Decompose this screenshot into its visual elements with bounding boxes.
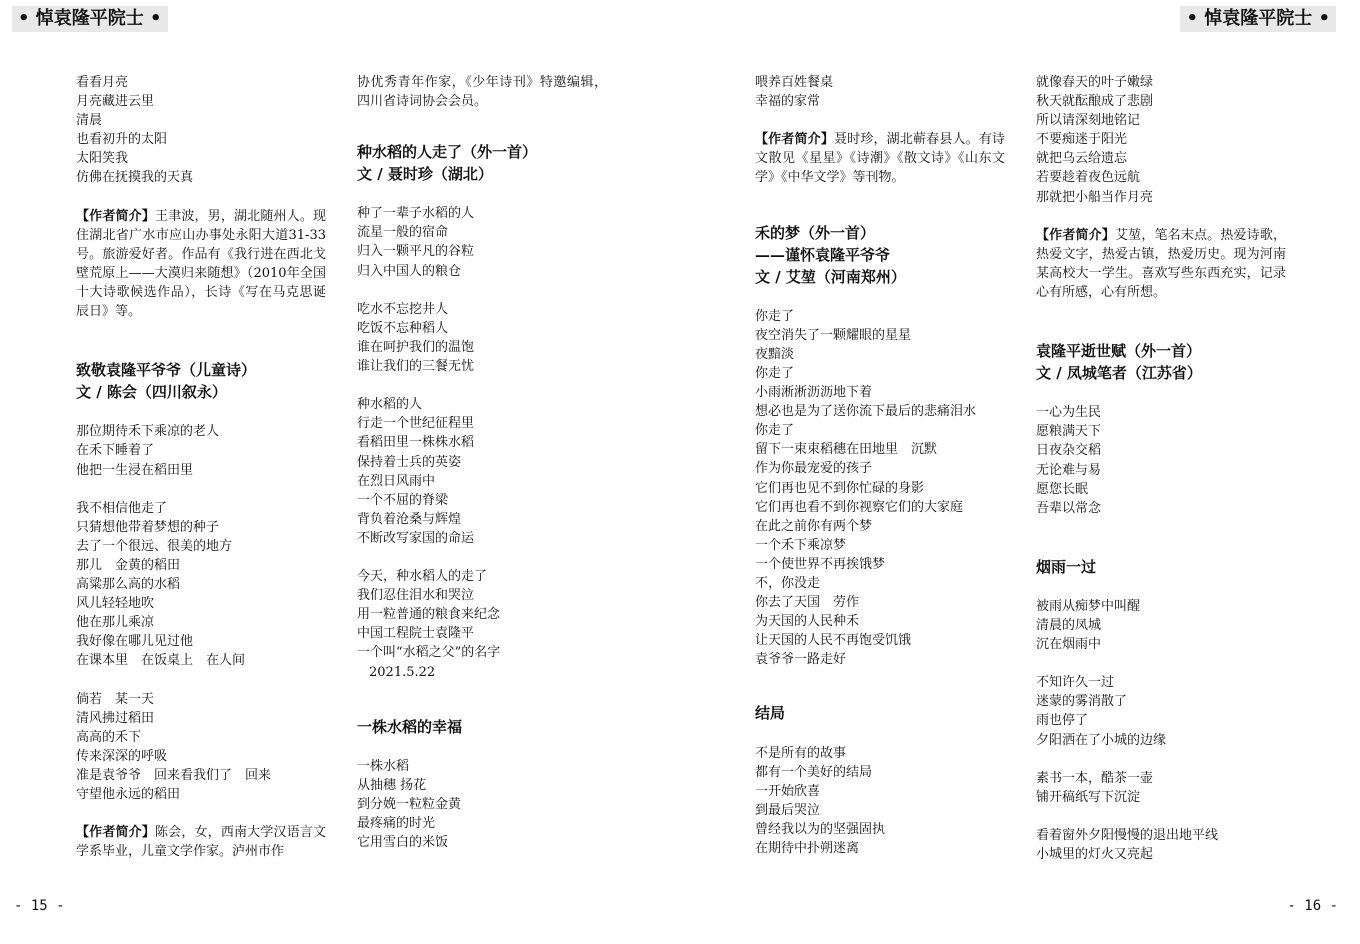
poem-stanza [755, 744, 1005, 859]
poem-line: 清晨的凤城 [1036, 617, 1102, 633]
poem-line: 高粱那么高的水稻 [76, 577, 181, 593]
poem-stanza [1036, 73, 1286, 207]
poem-line: 喂养百姓餐桌 [755, 75, 834, 90]
poem-line: 为天国的人民种禾 [755, 614, 860, 630]
poem-line: 种水稻的人 [357, 397, 423, 413]
poem-stanza [1036, 597, 1286, 654]
poem-title: 烟雨一过 [1036, 557, 1097, 576]
poem-line: 你走了 [755, 423, 795, 439]
poem-line: 不知许久一过 [1036, 675, 1115, 691]
poem-line: 月亮藏进云里 [76, 94, 155, 110]
poem-line: 它们再也见不到你忙碌的身影 [755, 480, 925, 496]
poem-line: 清风拂过稻田 [76, 710, 155, 726]
poem-line: 看看月亮 [76, 75, 129, 90]
poem-line: 那儿 金黄的稻田 [76, 557, 181, 573]
poem-title: 袁隆平逝世赋（外一首） [1036, 342, 1202, 361]
poem-line: 你去了天国 劳作 [755, 595, 860, 611]
poem-line: 仿佛在抚摸我的天真 [76, 170, 194, 186]
poem-line: 让天国的人民不再饱受饥饿 [755, 633, 912, 649]
poem-line: 最疼痛的时光 [357, 816, 436, 831]
poem-line: 我不相信他走了 [76, 500, 168, 516]
poem-line: 那位期待禾下乘凉的老人 [76, 424, 220, 440]
poem-line: 夜黯淡 [755, 346, 795, 362]
poem-line: 留下一束束稻穗在田地里 沉默 [755, 442, 938, 458]
column-3 [755, 73, 1005, 858]
bio-label: 【作者简介】 [755, 132, 834, 148]
poem-line: 在课本里 在饭桌上 在人间 [76, 653, 246, 669]
poem-line: 种了一辈子水稻的人 [357, 206, 475, 222]
poem-line: 迷蒙的雾消散了 [1036, 694, 1128, 710]
poem-subtitle: ——谨怀袁隆平爷爷 [755, 245, 891, 264]
bio-label: 【作者简介】 [76, 825, 155, 841]
poem-stanza [76, 73, 326, 188]
poem-line: 谁让我们的三餐无忧 [357, 359, 475, 375]
poem-line: 不，你没走 [755, 575, 821, 591]
poem-stanza [357, 395, 607, 548]
poem-stanza [1036, 826, 1286, 864]
poem-stanza [1036, 769, 1286, 807]
bio-label: 【作者简介】 [1036, 227, 1115, 243]
poem-line: 都有一个美好的结局 [755, 764, 873, 780]
poem-line: 一个使世界不再挨饿梦 [755, 556, 886, 572]
poem-line: 倘若 某一天 [76, 691, 155, 707]
poem-line: 也看初升的太阳 [76, 132, 168, 148]
poem-line: 清晨 [76, 113, 103, 129]
poem-line: 一开始欣喜 [755, 783, 821, 799]
bio-text: 王聿波，男，湖北随州人。现住湖北省广水市应山办事处永阳大道31-33号。旅游爱好者。作品有《我行进在西北戈壁荒原上——大漠归来随想》（2010年全国十大诗歌候选作品），长诗《写在马克思诞辰日》等。 [76, 208, 326, 320]
poem-line: 秋天就酝酿成了悲剧 [1036, 94, 1154, 110]
poem-line: 无论难与易 [1036, 462, 1102, 478]
poem-line: 夕阳洒在了小城的边缘 [1036, 732, 1167, 748]
running-header-left: • 悼袁隆平院士 • [12, 6, 168, 32]
poem-line: 曾经我以为的坚强固执 [755, 821, 886, 837]
poem-line: 风儿轻轻地吹 [76, 596, 155, 612]
poem-line: 幸福的家常 [755, 94, 821, 110]
poem-line: 我好像在哪儿见过他 [76, 634, 194, 650]
poem-stanza [357, 204, 607, 280]
poem-line: 在禾下睡着了 [76, 443, 155, 459]
poem-line: 太阳笑我 [76, 151, 129, 167]
poem-author: 文 / 艾堃（河南郑州） [755, 267, 906, 286]
poem-line: 沉在烟雨中 [1036, 637, 1102, 653]
poem-stanza [755, 307, 1005, 670]
poem-line: 吃水不忘挖井人 [357, 301, 449, 317]
poem-line: 吃饭不忘种稻人 [357, 320, 449, 336]
poem-line: 就把乌云给遗忘 [1036, 151, 1128, 167]
poem-line: 只猜想他带着梦想的种子 [76, 519, 220, 535]
poem-line: 若要趁着夜色远航 [1036, 170, 1141, 186]
poem-line: 雨也停了 [1036, 713, 1089, 729]
poem-line: 归入中国人的粮仓 [357, 263, 462, 279]
poem-line: 夜空消失了一颗耀眼的星星 [755, 327, 912, 343]
poem-line: 用一粒普通的粮食来纪念 [357, 607, 501, 623]
poem-line: 守望他永远的稻田 [76, 787, 181, 803]
poem-line: 我们忍住泪水和哭泣 [357, 588, 475, 604]
poem-line: 愿您长眠 [1036, 481, 1089, 497]
poem-line: 背负着沧桑与辉煌 [357, 511, 462, 527]
poem-line: 去了一个很远、很美的地方 [76, 538, 233, 554]
poem-line: 一个叫“水稻之父”的名字 [357, 645, 501, 661]
poem-title: 结局 [755, 704, 786, 723]
poem-line: 素书一本，酷茶一壶 [1036, 770, 1154, 786]
poem-line: 他在那儿乘凉 [76, 615, 155, 631]
poem-line: 愿粮满天下 [1036, 424, 1102, 440]
poem-line: 它们再也看不到你视察它们的大家庭 [755, 499, 964, 515]
poem-title: 一株水稻的幸福 [357, 717, 463, 736]
poem-line: 保持着士兵的英姿 [357, 454, 462, 470]
poem-stanza [755, 73, 1005, 111]
poem-line: 不要痴迷于阳光 [1036, 132, 1128, 148]
poem-line: 看稻田里一株株水稻 [357, 435, 475, 451]
poem-stanza [76, 690, 326, 805]
poem-line: 准是袁爷爷 回来看我们了 回来 [76, 768, 272, 783]
poem-stanza [76, 422, 326, 479]
poem-line: 中国工程院士袁隆平 [357, 626, 475, 642]
poem-line: 不是所有的故事 [755, 745, 847, 761]
poem-title: 致敬袁隆平爷爷（儿童诗） [76, 361, 257, 380]
poem-line: 那就把小船当作月亮 [1036, 189, 1154, 205]
poem-line: 小雨淅淅沥沥地下着 [755, 385, 873, 401]
poem-line: 在期待中扑朔迷离 [755, 841, 860, 856]
running-header-right: • 悼袁隆平院士 • [1180, 6, 1336, 32]
poem-line: 袁爷爷一路走好 [755, 652, 847, 668]
poem-line: 看着窗外夕阳慢慢的退出地平线 [1036, 828, 1219, 843]
poem-line: 到分娩一粒粒金黄 [357, 796, 462, 812]
bio-text: 聂时珍，湖北蕲春县人。有诗文散见《星星》《诗潮》《散文诗》《山东文学》《中华文学》等刊物。 [755, 132, 1005, 186]
author-bio [76, 207, 326, 322]
author-bio-continued: 协优秀青年作家，《少年诗刊》特邀编辑，四川省诗词协会会员。 [357, 75, 607, 110]
poem-line: 你走了 [755, 365, 795, 381]
poem-line: 吾辈以常念 [1036, 500, 1102, 516]
poem-stanza [1036, 673, 1286, 749]
poem-line: 高高的禾下 [76, 729, 142, 745]
poem-stanza [1036, 403, 1286, 518]
column-4 [1036, 73, 1286, 864]
page-number-left: - 15 - [14, 898, 65, 914]
poem-line: 被雨从痴梦中叫醒 [1036, 598, 1141, 614]
poem-author: 文 / 陈会（四川叙永） [76, 383, 227, 402]
author-bio [755, 130, 1005, 187]
poem-line: 一个禾下乘凉梦 [755, 537, 847, 553]
author-bio [76, 823, 326, 861]
poem-line: 小城里的灯火又亮起 [1036, 847, 1154, 863]
poem-line: 就像春天的叶子嫩绿 [1036, 75, 1154, 90]
poem-line: 从抽穗 扬花 [357, 777, 427, 793]
poem-line: 行走一个世纪征程里 [357, 416, 475, 432]
poem-line: 日夜杂交稻 [1036, 443, 1102, 459]
poem-line: 想必也是为了送你流下最后的悲痛泪水 [755, 404, 977, 420]
poem-line: 他把一生浸在稻田里 [76, 462, 194, 478]
poem-line: 谁在呵护我们的温饱 [357, 339, 475, 355]
bio-label: 【作者简介】 [76, 208, 155, 224]
poem-line: 到最后哭泣 [755, 802, 821, 818]
poem-line: 传来深深的呼吸 [76, 748, 168, 764]
column-1 [76, 73, 326, 861]
poem-line: 所以请深刻地铭记 [1036, 113, 1141, 129]
poem-title: 禾的梦（外一首） [755, 223, 876, 242]
page-number-right: - 16 - [1287, 898, 1338, 914]
poem-line: 铺开稿纸写下沉淀 [1036, 789, 1141, 805]
poem-author: 文 / 聂时珍（湖北） [357, 165, 493, 184]
poem-stanza [76, 499, 326, 671]
column-2 [357, 73, 607, 852]
poem-line: 一个不屈的脊梁 [357, 492, 449, 508]
poem-line: 作为你最宠爱的孩子 [755, 461, 873, 477]
poem-line: 流星一般的宿命 [357, 225, 449, 241]
poem-line: 今天，种水稻人的走了 [357, 569, 488, 585]
poem-line: 在烈日风雨中 [357, 473, 436, 489]
bio-text: 陈会，女，西南大学汉语言文学系毕业，儿童文学作家。泸州市作 [76, 825, 326, 860]
poem-line: 一心为生民 [1036, 405, 1102, 421]
poem-date: 2021.5.22 [369, 664, 436, 680]
poem-line: 一株水稻 [357, 758, 410, 774]
poem-line: 在此之前你有两个梦 [755, 518, 873, 534]
poem-stanza [357, 300, 607, 376]
poem-title: 种水稻的人走了（外一首） [357, 143, 538, 162]
poem-line: 归入一颗平凡的谷粒 [357, 244, 475, 260]
poem-stanza [357, 567, 607, 662]
poem-line: 不断改写家国的命运 [357, 530, 475, 546]
poem-line: 你走了 [755, 308, 795, 324]
author-bio [1036, 226, 1286, 302]
poem-line: 它用雪白的米饭 [357, 835, 449, 851]
bio-text: 艾堃，笔名末点。热爱诗歌，热爱文字，热爱古镇，热爱历史。现为河南某高校大一学生。喜欢写些东西充实，记录心有所感，心有所想。 [1036, 227, 1286, 301]
poem-stanza [357, 757, 607, 852]
poem-author: 文 / 凤城笔者（江苏省） [1036, 364, 1202, 383]
